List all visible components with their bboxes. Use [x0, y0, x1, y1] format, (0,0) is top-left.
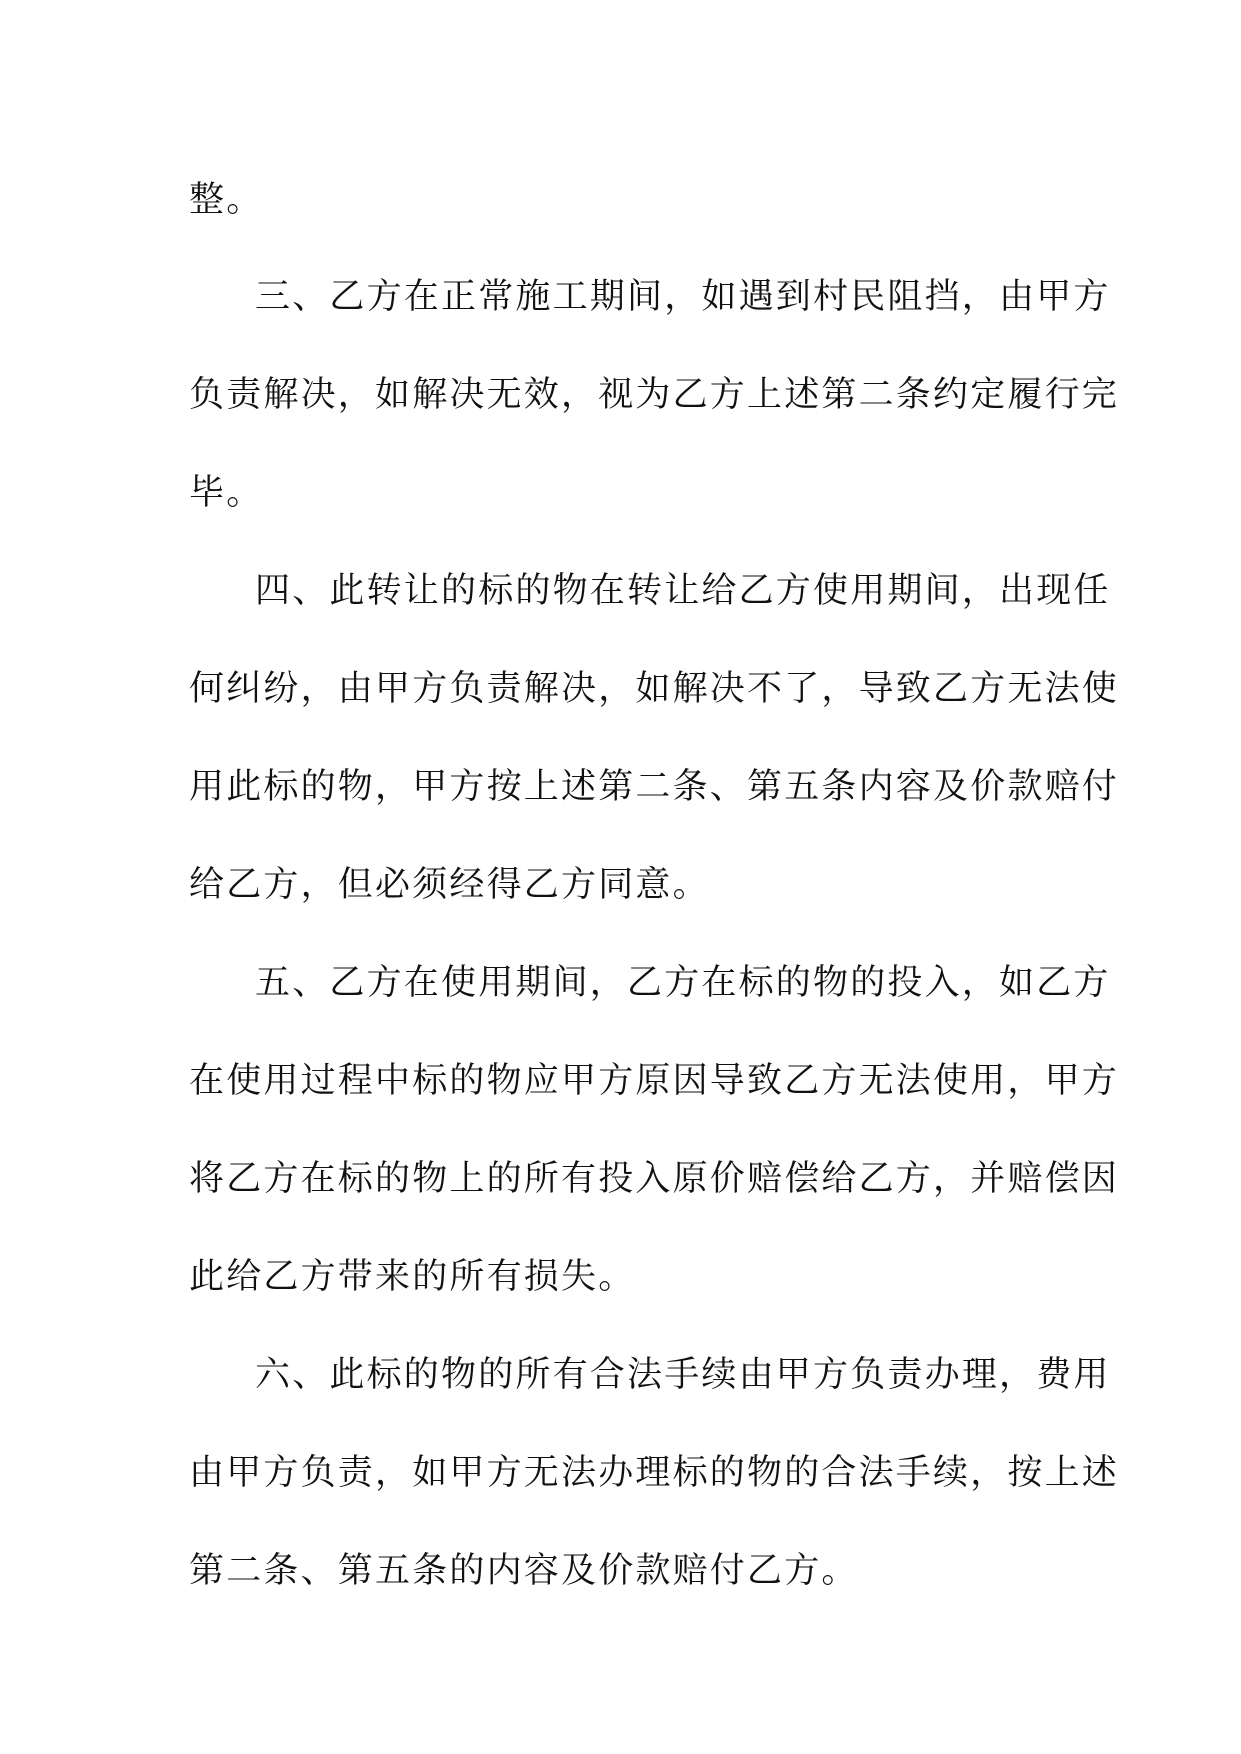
text-line: 五、乙方在使用期间，乙方在标的物的投入，如乙方 [255, 963, 1111, 1003]
text-line: 在使用过程中标的物应甲方原因导致乙方无法使用，甲方 [189, 1061, 1120, 1101]
text-line: 用此标的物，甲方按上述第二条、第五条内容及价款赔付 [189, 767, 1120, 807]
text-line: 三、乙方在正常施工期间，如遇到村民阻挡，由甲方 [255, 277, 1111, 317]
text-line: 负责解决，如解决无效，视为乙方上述第二条约定履行完 [189, 375, 1120, 415]
text-line: 第二条、第五条的内容及价款赔付乙方。 [189, 1551, 859, 1591]
text-line: 整。 [189, 180, 264, 220]
text-line: 毕。 [189, 473, 264, 513]
text-line: 六、此标的物的所有合法手续由甲方负责办理，费用 [255, 1355, 1111, 1395]
text-line: 此给乙方带来的所有损失。 [189, 1257, 636, 1297]
text-line: 由甲方负责，如甲方无法办理标的物的合法手续，按上述 [189, 1453, 1120, 1493]
text-line: 将乙方在标的物上的所有投入原价赔偿给乙方，并赔偿因 [189, 1159, 1120, 1199]
text-line: 四、此转让的标的物在转让给乙方使用期间，出现任 [255, 571, 1111, 611]
text-line: 何纠纷，由甲方负责解决，如解决不了，导致乙方无法使 [189, 669, 1120, 709]
text-line: 给乙方，但必须经得乙方同意。 [189, 865, 710, 905]
